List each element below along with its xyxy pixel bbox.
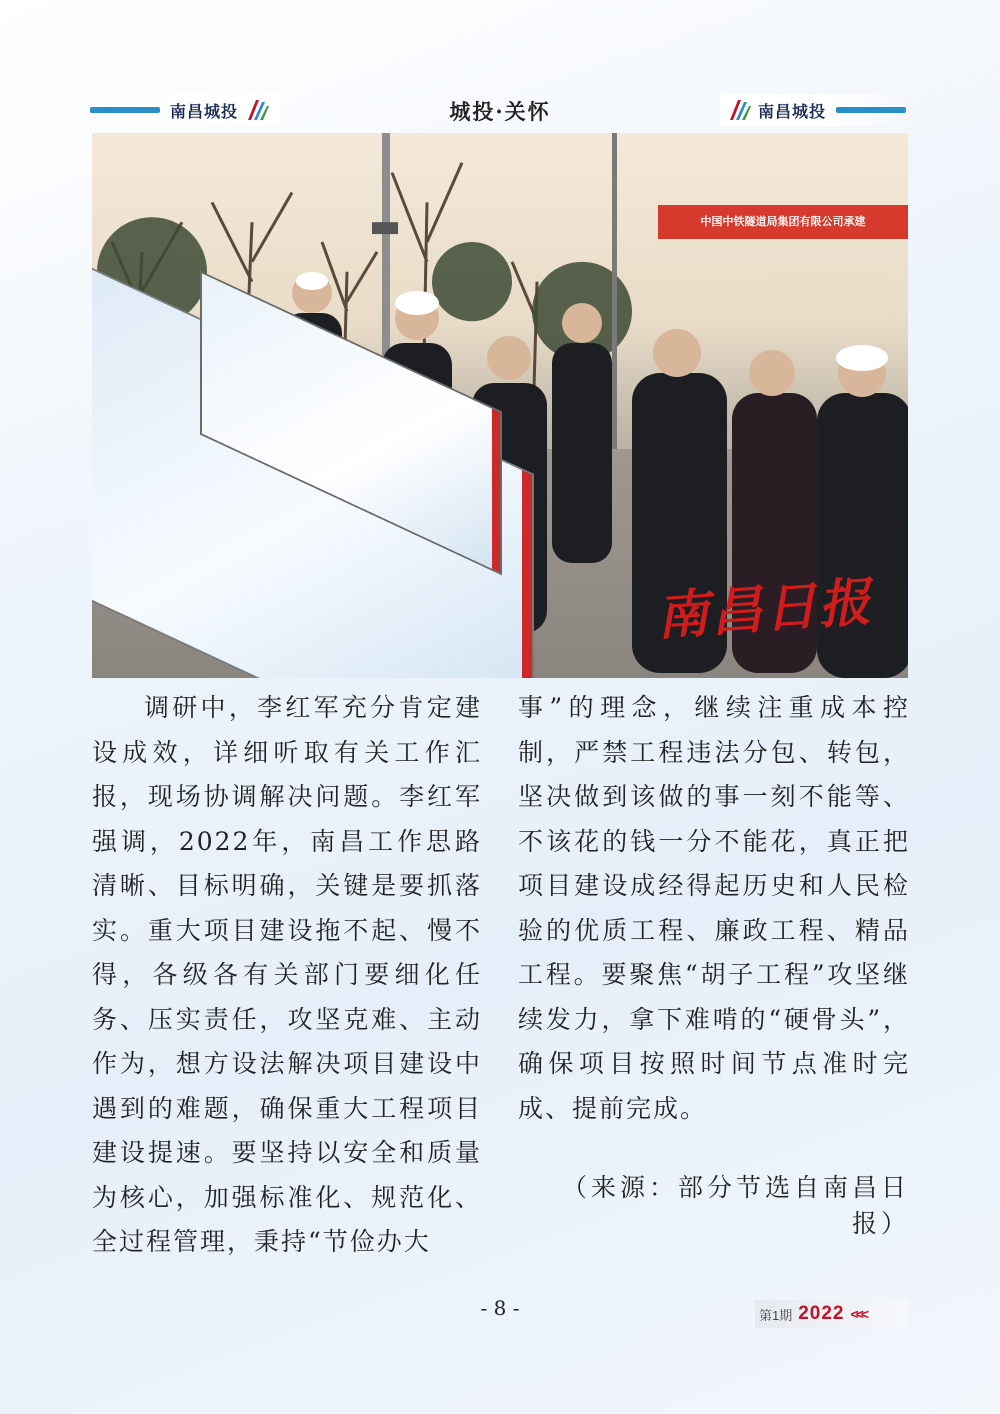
article-source: （来源：部分节选自南昌日报） [561, 1173, 910, 1238]
issue-year: 2022 [798, 1303, 845, 1324]
page-number: - 8 - [480, 1296, 520, 1320]
header-brand-right [720, 94, 910, 126]
page-header [90, 90, 910, 130]
issue-arrows-icon: <<< [850, 1306, 867, 1322]
header-rule-right [836, 107, 906, 113]
brand-name-left: 南昌城投 [170, 103, 239, 121]
news-photo [92, 133, 908, 678]
contractor-banner: 中国中铁隧道局集团有限公司承建 [658, 205, 908, 239]
article-paragraph-right: 事”的理念，继续注重成本控制，严禁工程违法分包、转包，坚决做到该做的事一刻不能等、不该花的钱一分不能花，真正把项目建设成经得起历史和人民检验的优质工程、廉政工程、精品工程。要聚焦“胡子工程”攻坚继续发力，拿下难啃的“硬骨头”，确保项目按照时间节点准时完成、提前完成。 [518, 693, 910, 1123]
page-section-title: 城投·关怀 [449, 99, 551, 124]
brand-name-right: 南昌城投 [758, 103, 827, 121]
issue-badge [755, 1300, 909, 1328]
article-paragraph-left: 调研中，李红军充分肯定建设成效，详细听取有关工作汇报，现场协调解决问题。李红军强调，2022年，南昌工作思路清晰、目标明确，关键是要抓落实。重大项目建设拖不起、慢不得，各级各有关部门要细化任务、压实责任，攻坚克难、主动作为，想方设法解决项目建设中遇到的难题，确保重大工程项目建设提速。要坚持以安全和质量为核心，加强标准化、规范化、全过程管理，秉持“节俭办大 [92, 693, 482, 1256]
issue-label: 第1期 [759, 1307, 793, 1323]
brand-logo-icon [726, 98, 752, 122]
newspaper-watermark: 南昌日报 [654, 571, 875, 648]
